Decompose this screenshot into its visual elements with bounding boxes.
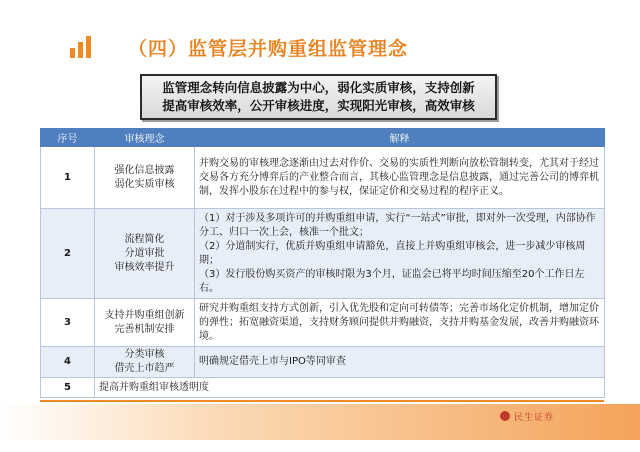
concept-line: 审核效率提升 [114, 261, 175, 273]
concept-line: 提高并购重组审核透明度 [99, 381, 209, 393]
row-explain [195, 347, 605, 378]
row-num: 1 [41, 147, 95, 209]
row-explain [195, 147, 605, 209]
concept-line: 借壳上市趋严 [114, 363, 175, 374]
banner-line-1: 监管理念转向信息披露为中心，弱化实质审核，支持创新 [162, 80, 475, 95]
explain-line: 研究并购重组支持方式创新，引入优先股和定向可转债等；完善市场化定价机制，增加定价的弹性；拓宽融资渠道，支持财务顾问提供并购融资，支持并购基金发展，改善并购融资环境。 [199, 302, 599, 342]
header-explain: 解释 [195, 129, 605, 147]
row-num: 5 [41, 378, 95, 398]
table-row [41, 347, 605, 378]
row-explain [195, 299, 605, 347]
table-row [41, 209, 605, 299]
logo-mark-icon [500, 411, 510, 421]
concept-line: 完善机制安排 [114, 323, 175, 335]
title-bars-decoration [70, 36, 106, 58]
concept-line: 强化信息披露 [114, 164, 175, 176]
explain-line: （3）发行股份购买资产的审核时限为3个月，证监会已将平均时间压缩至20个工作日左右。 [199, 268, 585, 294]
concept-line: 分类审核 [124, 349, 165, 360]
footer-divider [40, 400, 604, 402]
table-row [41, 147, 605, 209]
concept-line: 分道审批 [124, 247, 165, 259]
table-row [41, 299, 605, 347]
explain-line: 并购交易的审核理念逐渐由过去对作价、交易的实质性判断向放松管制转变，尤其对于经过交易各方充分博弈后的产业整合而言，其核心监管理念是信息披露，通过完善公司的博弈机制，发挥小股东在过程中的参与权，保证定价和交易过程的程序正义。 [199, 157, 599, 197]
summary-banner [140, 74, 497, 120]
row-explain [195, 209, 605, 299]
row-concept [95, 378, 605, 398]
page-title: （四）监管层并购重组监管理念 [128, 38, 409, 60]
row-num: 3 [41, 299, 95, 347]
table-header-row [41, 129, 605, 147]
explain-line: 明确规定借壳上市与IPO等同审查 [199, 356, 346, 367]
table-row [41, 378, 605, 398]
row-num: 4 [41, 347, 95, 378]
row-concept [95, 347, 195, 378]
header-concept: 审核理念 [95, 129, 195, 147]
concept-line: 弱化实质审核 [114, 178, 175, 190]
explain-line: （1）对于涉及多项许可的并购重组申请，实行“一站式”审批，即对外一次受理，内部协作分工、归口一次上会，核准一个批文； [199, 212, 596, 238]
row-num: 2 [41, 209, 95, 299]
review-concept-table [40, 128, 605, 398]
concept-line: 流程简化 [124, 233, 165, 245]
concept-line: 支持并购重组创新 [104, 309, 185, 321]
row-concept [95, 147, 195, 209]
explain-line: （2）分道制实行，优质并购重组申请豁免，直接上并购重组审核会，进一步减少审核周期； [199, 240, 586, 266]
row-concept [95, 299, 195, 347]
banner-line-2: 提高审核效率，公开审核进度，实现阳光审核，高效审核 [162, 98, 475, 113]
brand-logo [500, 408, 570, 424]
header-num: 序号 [41, 129, 95, 147]
row-concept [95, 209, 195, 299]
logo-text: 民生证券 [514, 412, 555, 423]
